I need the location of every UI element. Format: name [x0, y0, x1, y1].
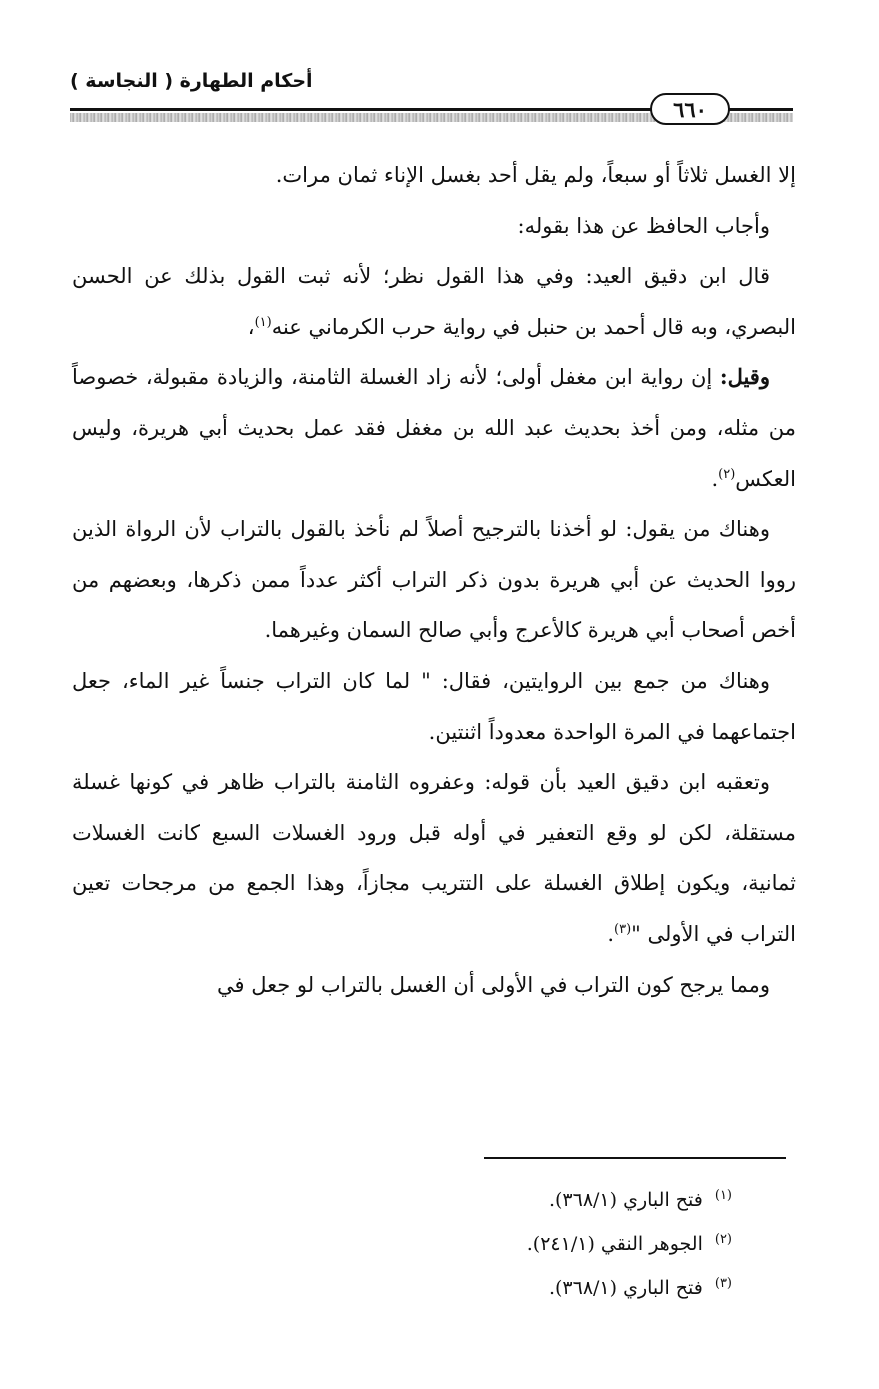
footnote-2	[300, 1222, 732, 1266]
paragraph-7	[72, 757, 796, 959]
footnote-marker-1: (١)	[714, 1187, 732, 1203]
page-number: ٦٦٠	[650, 93, 730, 125]
paragraph-5: وهناك من يقول: لو أخذنا بالترجيح أصلاً لم نأخذ بالقول بالتراب لأن الرواة الذين رووا الحديث عن أبي هريرة بدون ذكر التراب أكثر عدداً ممن ذكرها، وبعضهم من أخص أصحاب أبي هريرة كالأعرج وأبي صالح السمان وغيرهما.	[72, 517, 796, 643]
paragraph-2: وأجاب الحافظ عن هذا بقوله:	[517, 213, 770, 238]
footnote-text-2: الجوهر النقي (٢٤١/١).	[526, 1233, 703, 1255]
footnote-separator	[484, 1157, 786, 1159]
main-text	[72, 150, 796, 1010]
paragraph-4	[72, 352, 796, 504]
running-title: أحكام الطهارة ( النجاسة )	[70, 70, 313, 92]
paragraph-1: إلا الغسل ثلاثاً أو سبعاً، ولم يقل أحد بغسل الإناء ثمان مرات.	[275, 163, 796, 187]
footnote-marker-3: (٣)	[714, 1275, 732, 1291]
paragraph-3-end: ،	[247, 314, 255, 339]
footnote-text-3: فتح الباري (٣٦٨/١).	[548, 1277, 703, 1299]
paragraph-3	[72, 251, 796, 352]
footnote-ref-3[interactable]: (٣)	[614, 921, 632, 937]
paragraph-4-end: .	[711, 466, 719, 491]
paragraph-4-text: إن رواية ابن مغفل أولى؛ لأنه زاد الغسلة الثامنة، والزيادة مقبولة، خصوصاً من مثله، ومن أخذ بحديث عبد الله بن مغفل فقد عمل بحديث أبي هريرة، وليس العكس	[72, 365, 796, 491]
footnote-ref-2[interactable]: (٢)	[718, 466, 736, 482]
paragraph-7-end: .	[607, 921, 615, 946]
footnote-text-1: فتح الباري (٣٦٨/١).	[548, 1189, 703, 1211]
footnote-1	[300, 1178, 732, 1222]
footnotes	[300, 1178, 732, 1310]
footnote-ref-1[interactable]: (١)	[254, 314, 272, 330]
paragraph-8: ومما يرجح كون التراب في الأولى أن الغسل بالتراب لو جعل في	[217, 972, 770, 997]
paragraph-7-text: وتعقبه ابن دقيق العيد بأن قوله: وعفروه الثامنة بالتراب ظاهر في كونها غسلة مستقلة، لكن لو وقع التعفير في أوله قبل ورود الغسلات السبع كانت الغسلات ثمانية، ويكون إطلاق الغسلة على التتريب مجازاً، وهذا الجمع من مرجحات تعين التراب في الأولى "	[72, 770, 796, 946]
paragraph-3-text: قال ابن دقيق العيد: وفي هذا القول نظر؛ لأنه ثبت القول بذلك عن الحسن البصري، وبه قال أحمد بن حنبل في رواية حرب الكرماني عنه	[72, 264, 796, 339]
footnote-3	[300, 1266, 732, 1310]
paragraph-6: وهناك من جمع بين الروايتين، فقال: " لما كان التراب جنساً غير الماء، جعل اجتماعهما في المرة الواحدة معدوداً اثنتين.	[72, 668, 796, 744]
footnote-marker-2: (٢)	[714, 1231, 732, 1247]
paragraph-4-lead: وقيل:	[719, 364, 770, 390]
